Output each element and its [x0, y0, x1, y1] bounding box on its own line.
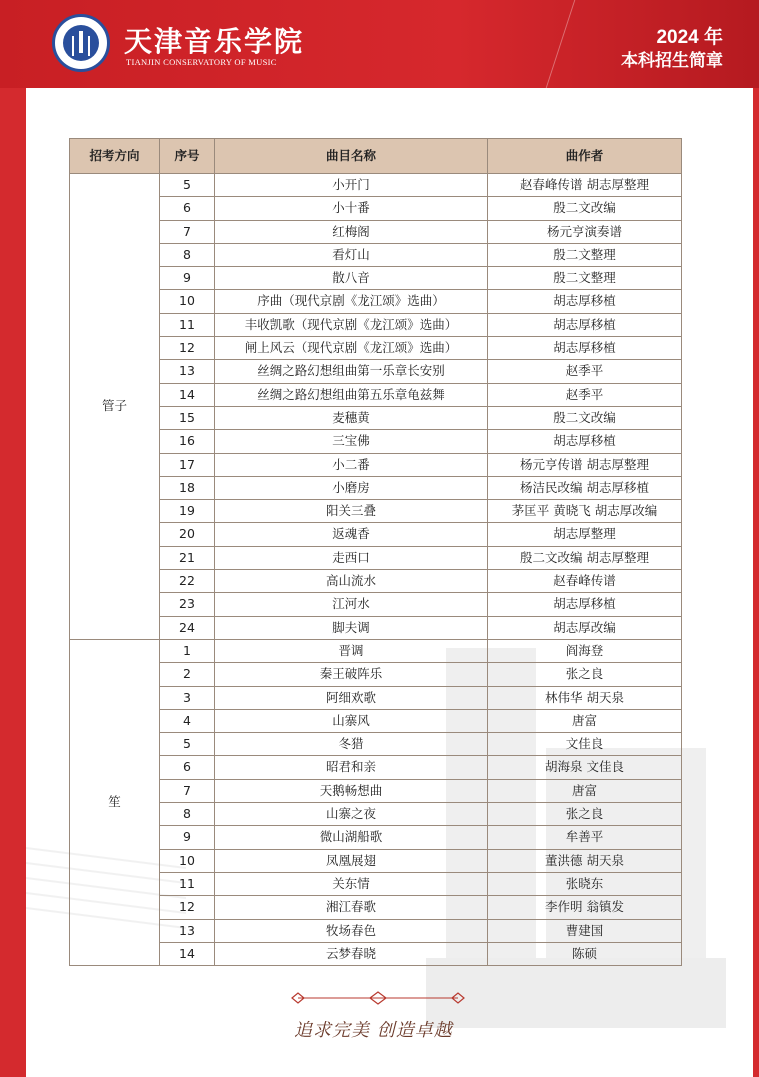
- col-header-composer: 曲作者: [488, 139, 682, 174]
- composer-cell: 赵季平: [488, 383, 682, 406]
- composer-cell: 张晓东: [488, 872, 682, 895]
- composer-cell: 杨元亨传谱 胡志厚整理: [488, 453, 682, 476]
- number-cell: 20: [160, 523, 215, 546]
- school-logo: [52, 14, 110, 72]
- piece-cell: 三宝佛: [215, 430, 488, 453]
- table-row: [70, 826, 682, 849]
- number-cell: 14: [160, 942, 215, 965]
- piece-cell: 冬猎: [215, 733, 488, 756]
- table-row: [70, 639, 682, 662]
- number-cell: 23: [160, 593, 215, 616]
- number-cell: 17: [160, 453, 215, 476]
- number-cell: 24: [160, 616, 215, 639]
- number-cell: 18: [160, 476, 215, 499]
- piece-cell: 高山流水: [215, 570, 488, 593]
- composer-cell: 曹建国: [488, 919, 682, 942]
- composer-cell: 牟善平: [488, 826, 682, 849]
- table-row: [70, 243, 682, 266]
- piece-cell: 阳关三叠: [215, 500, 488, 523]
- piece-cell: 关东情: [215, 872, 488, 895]
- number-cell: 22: [160, 570, 215, 593]
- piece-cell: 丝绸之路幻想组曲第一乐章长安别: [215, 360, 488, 383]
- table-row: [70, 756, 682, 779]
- number-cell: 12: [160, 337, 215, 360]
- table-row: [70, 779, 682, 802]
- number-cell: 14: [160, 383, 215, 406]
- composer-cell: 殷二文整理: [488, 267, 682, 290]
- number-cell: 10: [160, 849, 215, 872]
- table-row: [70, 360, 682, 383]
- composer-cell: 胡志厚移植: [488, 290, 682, 313]
- piece-cell: 序曲（现代京剧《龙江颂》选曲）: [215, 290, 488, 313]
- piece-cell: 阿细欢歌: [215, 686, 488, 709]
- composer-cell: 赵春峰传谱: [488, 570, 682, 593]
- table-row: [70, 686, 682, 709]
- composer-cell: 董洪德 胡天泉: [488, 849, 682, 872]
- repertoire-table: [69, 138, 682, 966]
- number-cell: 10: [160, 290, 215, 313]
- direction-cell: 笙: [70, 639, 160, 965]
- number-cell: 15: [160, 406, 215, 429]
- number-cell: 7: [160, 220, 215, 243]
- composer-cell: 胡志厚移植: [488, 430, 682, 453]
- piece-cell: 脚夫调: [215, 616, 488, 639]
- table-row: [70, 430, 682, 453]
- school-name-cn: 天津音乐学院: [124, 25, 305, 58]
- piece-cell: 云梦春晓: [215, 942, 488, 965]
- direction-cell: 管子: [70, 174, 160, 640]
- table-row: [70, 220, 682, 243]
- table-row: [70, 383, 682, 406]
- composer-cell: 胡志厚移植: [488, 337, 682, 360]
- number-cell: 7: [160, 779, 215, 802]
- table-row: [70, 197, 682, 220]
- table-row: [70, 872, 682, 895]
- footer-ornament: [288, 990, 468, 1006]
- piece-cell: 晋调: [215, 639, 488, 662]
- composer-cell: 张之良: [488, 663, 682, 686]
- number-cell: 2: [160, 663, 215, 686]
- piece-cell: 小开门: [215, 174, 488, 197]
- composer-cell: 张之良: [488, 803, 682, 826]
- col-header-number: 序号: [160, 139, 215, 174]
- table-row: [70, 849, 682, 872]
- piece-cell: 丰收凯歌（现代京剧《龙江颂》选曲）: [215, 313, 488, 336]
- number-cell: 4: [160, 709, 215, 732]
- table-row: [70, 896, 682, 919]
- col-header-piece: 曲目名称: [215, 139, 488, 174]
- piece-cell: 看灯山: [215, 243, 488, 266]
- number-cell: 19: [160, 500, 215, 523]
- number-cell: 5: [160, 733, 215, 756]
- piece-cell: 丝绸之路幻想组曲第五乐章龟兹舞: [215, 383, 488, 406]
- table-header-row: [70, 139, 682, 174]
- table-row: [70, 616, 682, 639]
- table-row: [70, 663, 682, 686]
- piece-cell: 返魂香: [215, 523, 488, 546]
- piece-cell: 山寨风: [215, 709, 488, 732]
- composer-cell: 杨元亨演奏谱: [488, 220, 682, 243]
- piece-cell: 红梅阁: [215, 220, 488, 243]
- piece-cell: 麦穗黄: [215, 406, 488, 429]
- table-row: [70, 942, 682, 965]
- piece-cell: 昭君和亲: [215, 756, 488, 779]
- number-cell: 11: [160, 872, 215, 895]
- composer-cell: 赵季平: [488, 360, 682, 383]
- number-cell: 8: [160, 243, 215, 266]
- composer-cell: 殷二文整理: [488, 243, 682, 266]
- table-row: [70, 523, 682, 546]
- table-row: [70, 453, 682, 476]
- footer-slogan: 追求完美 创造卓越: [294, 1020, 453, 1041]
- number-cell: 9: [160, 826, 215, 849]
- brochure-title: 本科招生简章: [621, 51, 723, 70]
- table-row: [70, 546, 682, 569]
- number-cell: 21: [160, 546, 215, 569]
- table-row: [70, 733, 682, 756]
- table-row: [70, 570, 682, 593]
- piece-cell: 凤凰展翅: [215, 849, 488, 872]
- composer-cell: 唐富: [488, 779, 682, 802]
- piece-cell: 小磨房: [215, 476, 488, 499]
- table-row: [70, 476, 682, 499]
- number-cell: 11: [160, 313, 215, 336]
- header-divider: [546, 0, 616, 88]
- number-cell: 13: [160, 919, 215, 942]
- piece-cell: 小十番: [215, 197, 488, 220]
- school-name-en: TIANJIN CONSERVATORY OF MUSIC: [126, 57, 277, 67]
- col-header-direction: 招考方向: [70, 139, 160, 174]
- number-cell: 1: [160, 639, 215, 662]
- table-row: [70, 919, 682, 942]
- composer-cell: 林伟华 胡天泉: [488, 686, 682, 709]
- number-cell: 12: [160, 896, 215, 919]
- content-page: [26, 88, 753, 1077]
- piece-cell: 湘江春歌: [215, 896, 488, 919]
- number-cell: 6: [160, 197, 215, 220]
- number-cell: 16: [160, 430, 215, 453]
- composer-cell: 胡志厚整理: [488, 523, 682, 546]
- piece-cell: 微山湖船歌: [215, 826, 488, 849]
- table-row: [70, 803, 682, 826]
- table-row: [70, 709, 682, 732]
- composer-cell: 殷二文改编 胡志厚整理: [488, 546, 682, 569]
- composer-cell: 胡志厚移植: [488, 313, 682, 336]
- piece-cell: 秦王破阵乐: [215, 663, 488, 686]
- piece-cell: 闸上风云（现代京剧《龙江颂》选曲）: [215, 337, 488, 360]
- brochure-year: 2024 年: [656, 27, 723, 48]
- composer-cell: 杨洁民改编 胡志厚移植: [488, 476, 682, 499]
- composer-cell: 李作明 翁镇发: [488, 896, 682, 919]
- composer-cell: 陈硕: [488, 942, 682, 965]
- composer-cell: 胡志厚改编: [488, 616, 682, 639]
- piece-cell: 天鹅畅想曲: [215, 779, 488, 802]
- composer-cell: 文佳良: [488, 733, 682, 756]
- table-row: [70, 500, 682, 523]
- piece-cell: 山寨之夜: [215, 803, 488, 826]
- table-body: [70, 174, 682, 966]
- table-row: [70, 593, 682, 616]
- piece-cell: 小二番: [215, 453, 488, 476]
- piece-cell: 走西口: [215, 546, 488, 569]
- number-cell: 9: [160, 267, 215, 290]
- table-row: [70, 290, 682, 313]
- composer-cell: 胡志厚移植: [488, 593, 682, 616]
- piece-cell: 牧场春色: [215, 919, 488, 942]
- table-row: [70, 174, 682, 197]
- composer-cell: 胡海泉 文佳良: [488, 756, 682, 779]
- composer-cell: 茅匡平 黄晓飞 胡志厚改编: [488, 500, 682, 523]
- piece-cell: 散八音: [215, 267, 488, 290]
- number-cell: 8: [160, 803, 215, 826]
- composer-cell: 殷二文改编: [488, 406, 682, 429]
- table-row: [70, 337, 682, 360]
- page-header: [0, 0, 759, 88]
- composer-cell: 赵春峰传谱 胡志厚整理: [488, 174, 682, 197]
- number-cell: 13: [160, 360, 215, 383]
- piece-cell: 江河水: [215, 593, 488, 616]
- number-cell: 6: [160, 756, 215, 779]
- number-cell: 5: [160, 174, 215, 197]
- composer-cell: 殷二文改编: [488, 197, 682, 220]
- table-row: [70, 406, 682, 429]
- table-row: [70, 267, 682, 290]
- table-row: [70, 313, 682, 336]
- composer-cell: 阎海登: [488, 639, 682, 662]
- composer-cell: 唐富: [488, 709, 682, 732]
- number-cell: 3: [160, 686, 215, 709]
